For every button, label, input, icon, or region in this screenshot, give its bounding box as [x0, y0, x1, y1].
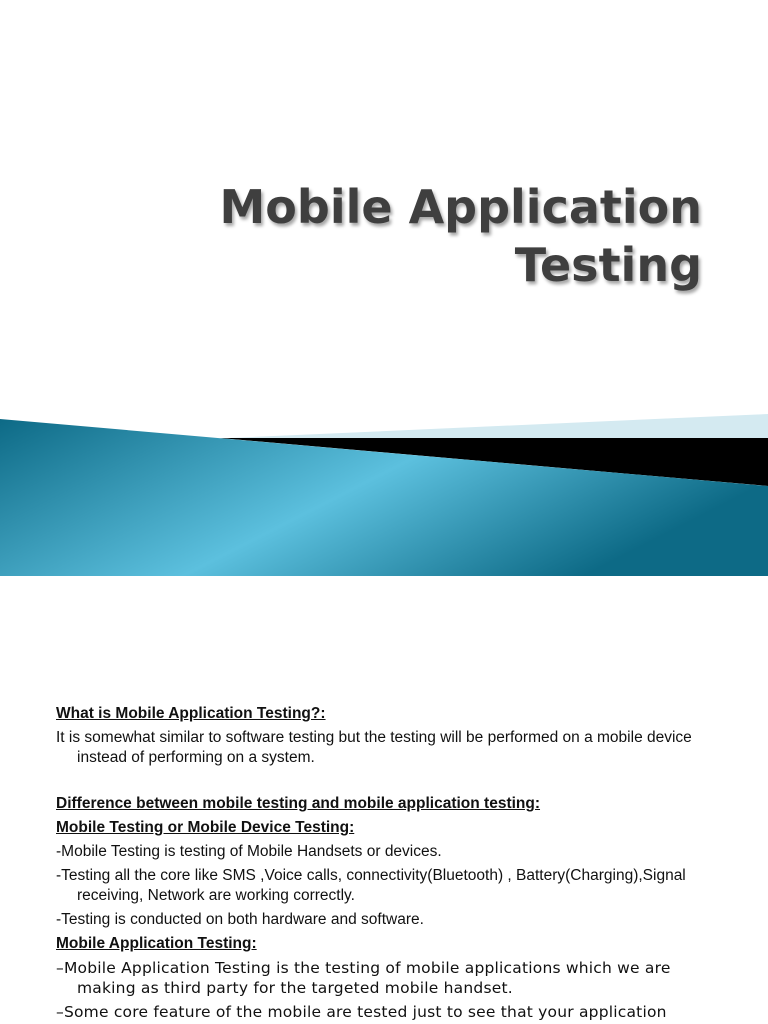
paragraph-mobile-testing-1: -Mobile Testing is testing of Mobile Handsets or devices. — [56, 843, 442, 860]
title-line-1: Mobile Application — [219, 180, 702, 234]
heading-mobile-app-testing: Mobile Application Testing: — [56, 935, 257, 952]
paragraph-app-testing-2: –Some core feature of the mobile are tested just to see that your application — [56, 1003, 667, 1021]
title-line-2: Testing — [514, 238, 702, 292]
slide-title — [142, 178, 702, 294]
paragraph-mobile-testing-3: -Testing is conducted on both hardware and software. — [56, 911, 424, 928]
banner-pale-strip — [230, 414, 768, 440]
spacer — [56, 772, 716, 794]
heading-mobile-testing: Mobile Testing or Mobile Device Testing: — [56, 819, 355, 836]
paragraph-mobile-testing-2: -Testing all the core like SMS ,Voice calls, connectivity(Bluetooth) , Battery(Charging),Signal receiving, Network are working correctly. — [56, 867, 686, 904]
notes-page — [0, 576, 768, 1024]
heading-what-is: What is Mobile Application Testing?: — [56, 705, 326, 722]
paragraph-app-testing-1: –Mobile Application Testing is the testing of mobile applications which we are making as third party for the targeted mobile handset. — [56, 959, 671, 997]
paragraph-definition: It is somewhat similar to software testing but the testing will be performed on a mobile device instead of performing on a system. — [56, 729, 692, 766]
heading-difference: Difference between mobile testing and mobile application testing: — [56, 795, 541, 812]
notes-content — [56, 704, 716, 1024]
